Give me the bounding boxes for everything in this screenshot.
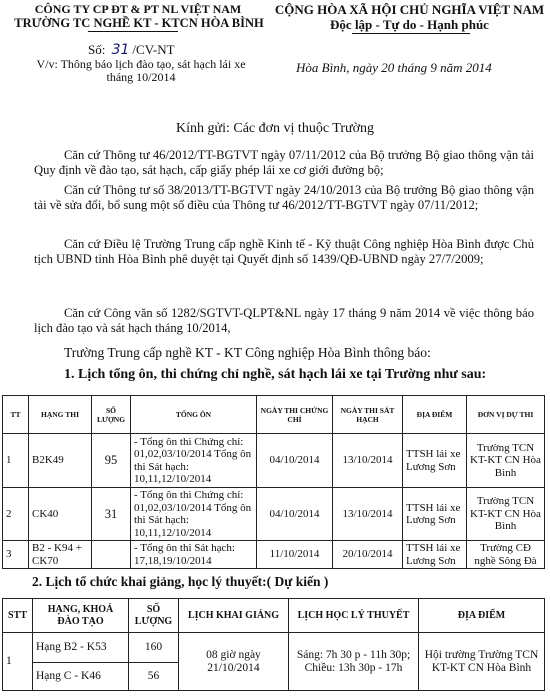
table-row [3, 488, 545, 541]
date-place: Hòa Bình, ngày [296, 60, 378, 75]
cell-tong-on: - Tổng ôn thi Chứng chỉ: 01,02,03/10/2014 Tổng ôn thi Sát hạch: 10,11,12/10/2014 [131, 488, 257, 541]
cell-tt: 1 [3, 434, 29, 488]
lich-hoc-sang: Sáng: 7h 30 p - 11h 30p; [296, 648, 411, 661]
th-khai-giang: LỊCH KHAI GIẢNG [179, 599, 289, 633]
cell-dia-diem: TTSH lái xe Lương Sơn [403, 541, 467, 569]
cell-hang: B2K49 [29, 434, 92, 488]
cell-so-luong [92, 541, 131, 569]
th-tt: TT [3, 396, 29, 434]
para-legal-1: Căn cứ Thông tư 46/2012/TT-BGTVT ngày 07/11/2012 của Bộ trưởng Bộ giao thông vận tải Quy định về đào tạo, sát hạch, cấp giấy phép lái xe cơ giới đường bộ; [34, 148, 534, 177]
cell-tong-on: - Tổng ôn thi Chứng chỉ: 01,02,03/10/2014 Tổng ôn thi Sát hạch: 10,11,12/10/2014 [131, 434, 257, 488]
cell-don-vi: Trường CĐ nghề Sông Đà [467, 541, 545, 569]
cell-don-vi: Trường TCN KT-KT CN Hòa Bình [467, 488, 545, 541]
para-legal-4: Căn cứ Công văn số 1282/SGTVT-QLPT&NL ngày 17 tháng 9 năm 2014 về việc thông báo lịch đào tạo và sát hạch tháng 10/2014, [34, 306, 534, 335]
doc-number-handwritten: 31 [111, 42, 130, 58]
exam-table-header [3, 396, 545, 434]
table-row [3, 633, 545, 663]
th-dia-diem: ĐỊA ĐIỂM [403, 396, 467, 434]
doc-subject-line2: tháng 10/2014 [106, 70, 176, 84]
cell-dia-diem: TTSH lái xe Lương Sơn [403, 434, 467, 488]
cell-so-luong: 56 [129, 663, 179, 691]
th-so-luong: SỐ LƯỢNG [129, 599, 179, 633]
th-ngay-chung-chi: NGÀY THI CHỨNG CHỈ [257, 396, 333, 434]
org-name: TRƯỜNG TC NGHỀ KT - KTCN HÒA BÌNH [14, 16, 264, 30]
th-dia-diem: ĐỊA ĐIỂM [419, 599, 545, 633]
cell-stt: 1 [3, 633, 33, 691]
cell-ngay-cc: 04/10/2014 [257, 434, 333, 488]
doc-number-suffix: /CV-NT [132, 42, 175, 57]
th-so-luong: SỐ LƯỢNG [92, 396, 131, 434]
th-lich-hoc: LỊCH HỌC LÝ THUYẾT [289, 599, 419, 633]
cell-lich-hoc [289, 633, 419, 691]
th-stt: STT [3, 599, 33, 633]
cell-tt: 3 [3, 541, 29, 569]
cell-so-luong: 160 [129, 633, 179, 663]
cell-ngay-cc: 11/10/2014 [257, 541, 333, 569]
doc-number [88, 42, 175, 58]
org-underline [88, 31, 178, 32]
th-hang-khoa: HẠNG, KHOÁ ĐÀO TẠO [33, 599, 129, 633]
cell-ngay-cc: 04/10/2014 [257, 488, 333, 541]
table-row [3, 541, 545, 569]
section1-title: 1. Lịch tổng ôn, thi chứng chỉ nghề, sát hạch lái xe tại Trường như sau: [64, 367, 487, 382]
cell-ngay-sh: 20/10/2014 [333, 541, 403, 569]
org-parent: CÔNG TY CP ĐT & PT NL VIỆT NAM [34, 2, 242, 16]
para-legal-3: Căn cứ Điều lệ Trường Trung cấp nghề Kinh tế - Kỹ thuật Công nghiệp Hòa Bình được Chủ tịch UBND tỉnh Hòa Bình phê duyệt tại Quyết định số 1439/QĐ-UBND ngày 27/7/2009; [34, 237, 534, 266]
salutation: Kính gửi: Các đơn vị thuộc Trường [176, 121, 374, 136]
th-tong-on: TỔNG ÔN [131, 396, 257, 434]
cell-so-luong: 31 [92, 488, 131, 541]
cell-don-vi: Trường TCN KT-KT CN Hòa Bình [467, 434, 545, 488]
th-don-vi: ĐƠN VỊ DỰ THI [467, 396, 545, 434]
table-row [3, 434, 545, 488]
national-motto: Độc lập - Tự do - Hạnh phúc [330, 17, 489, 32]
cell-tt: 2 [3, 488, 29, 541]
motto-underline [352, 33, 470, 34]
cell-tong-on: - Tổng ôn thi Sát hạch: 17,18,19/10/2014 [131, 541, 257, 569]
cell-hang: CK40 [29, 488, 92, 541]
national-title: CỘNG HÒA XÃ HỘI CHỦ NGHĨA VIỆT NAM [274, 2, 545, 17]
cell-dia-diem: Hội trường Trường TCN KT-KT CN Hòa Bình [419, 633, 545, 691]
date-month-year: tháng 9 năm 2014 [397, 60, 492, 75]
doc-number-prefix: Số: [88, 42, 106, 57]
lich-hoc-chieu: Chiều: 13h 30p - 17h [304, 661, 403, 674]
cell-ngay-sh: 13/10/2014 [333, 434, 403, 488]
doc-date [296, 60, 492, 76]
training-schedule-table [2, 598, 545, 691]
cell-so-luong: 95 [92, 434, 131, 488]
cell-ngay-sh: 13/10/2014 [333, 488, 403, 541]
cell-hang: B2 - K94 + CK70 [29, 541, 92, 569]
cell-hang-khoa: Hạng C - K46 [33, 663, 129, 691]
date-day: 20 [381, 60, 395, 75]
cell-hang-khoa: Hạng B2 - K53 [33, 633, 129, 663]
cell-dia-diem: TTSH lái xe Lương Sơn [403, 488, 467, 541]
para-legal-2: Căn cứ Thông tư số 38/2013/TT-BGTVT ngày 24/10/2013 của Bộ trưởng Bộ giao thông vận tải về sửa đổi, bổ sung một số điều của Thông tư 46/2012/TT-BGTVT ngày 07/11/2012; [34, 183, 534, 212]
th-hang-thi: HẠNG THI [29, 396, 92, 434]
cell-khai-giang: 08 giờ ngày 21/10/2014 [179, 633, 289, 691]
announce-line: Trường Trung cấp nghề KT - KT Công nghiệp Hòa Bình thông báo: [64, 345, 431, 360]
section2-title: 2. Lịch tổ chức khai giảng, học lý thuyết:( Dự kiến ) [32, 574, 329, 589]
exam-schedule-table [2, 395, 545, 569]
doc-subject-line1: V/v: Thông báo lịch đào tạo, sát hạch lái xe [36, 57, 246, 71]
training-table-header [3, 599, 545, 633]
th-ngay-sat-hach: NGÀY THI SÁT HẠCH [333, 396, 403, 434]
doc-subject [6, 58, 276, 84]
